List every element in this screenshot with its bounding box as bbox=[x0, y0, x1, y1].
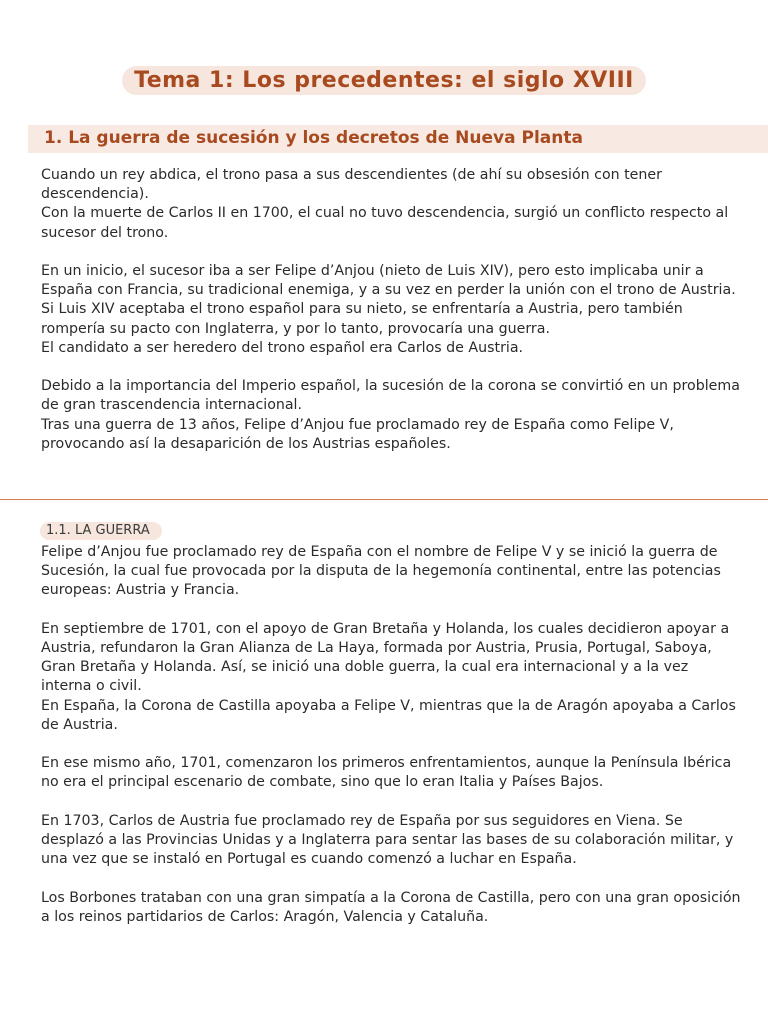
section-heading: 1. La guerra de sucesión y los decretos de Nueva Planta bbox=[44, 128, 583, 148]
section-divider bbox=[0, 499, 768, 500]
paragraph: Felipe d’Anjou fue proclamado rey de España con el nombre de Felipe V y se inició la guerra de Sucesión, la cual fue provocada por la disputa de la hegemonía continental, entre las potencias europeas: Austria y Francia. bbox=[41, 544, 721, 599]
title-wrap bbox=[0, 66, 768, 95]
paragraph: En 1703, Carlos de Austria fue proclamado rey de España por sus seguidores en Viena. Se desplazó a las Provincias Unidas y a Inglaterra para sentar las bases de su colaboración militar, y una vez que se instaló en Portugal es cuando comenzó a luchar en España. bbox=[41, 812, 734, 868]
paragraph: En ese mismo año, 1701, comenzaron los primeros enfrentamientos, aunque la Península Ibérica no era el principal escenario de combate, sino que lo eran Italia y Países Bajos. bbox=[41, 755, 732, 791]
paragraph: En un inicio, el sucesor iba a ser Felipe d’Anjou (nieto de Luis XIV), pero esto implicaba unir a España con Francia, su tradicional enemiga, y a su vez en perder la unión con el trono de Austria. Si Luis XIV aceptaba el trono español para su nieto, se enfrentaría a Austria, pero también rompería su pacto con Inglaterra, y por lo tanto, provocaría una guerra. El candidato a ser heredero del trono español era Carlos de Austria. bbox=[41, 263, 736, 356]
paragraph: Debido a la importancia del Imperio español, la sucesión de la corona se convirtió en un problema de gran trascendencia internacional. Tras una guerra de 13 años, Felipe d’Anjou fue proclamado rey de España como Felipe V, provocando así la desaparición de los Austrias españoles. bbox=[41, 378, 740, 452]
subsection-label: 1.1. LA GUERRA bbox=[40, 522, 162, 540]
paragraph: Los Borbones trataban con una gran simpatía a la Corona de Castilla, pero con una gran oposición a los reinos partidarios de Carlos: Aragón, Valencia y Cataluña. bbox=[41, 889, 741, 925]
section-1-body bbox=[41, 166, 741, 473]
paragraph: Cuando un rey abdica, el trono pasa a sus descendientes (de ahí su obsesión con tener descendencia). Con la muerte de Carlos II en 1700, el cual no tuvo descendencia, surgió un conflicto respecto al sucesor del trono. bbox=[41, 167, 729, 241]
section-1-1-body bbox=[41, 543, 741, 946]
paragraph: En septiembre de 1701, con el apoyo de Gran Bretaña y Holanda, los cuales decidieron apoyar a Austria, refundaron la Gran Alianza de La Haya, formada por Austria, Prusia, Portugal, Saboya, Gran Bretaña y Holanda. Así, se inició una doble guerra, la cual era internacional y a la vez interna o civil. En España, la Corona de Castilla apoyaba a Felipe V, mientras que la de Aragón apoyaba a Carlos de Austria. bbox=[41, 620, 736, 733]
page-title: Tema 1: Los precedentes: el siglo XVIII bbox=[122, 66, 646, 95]
